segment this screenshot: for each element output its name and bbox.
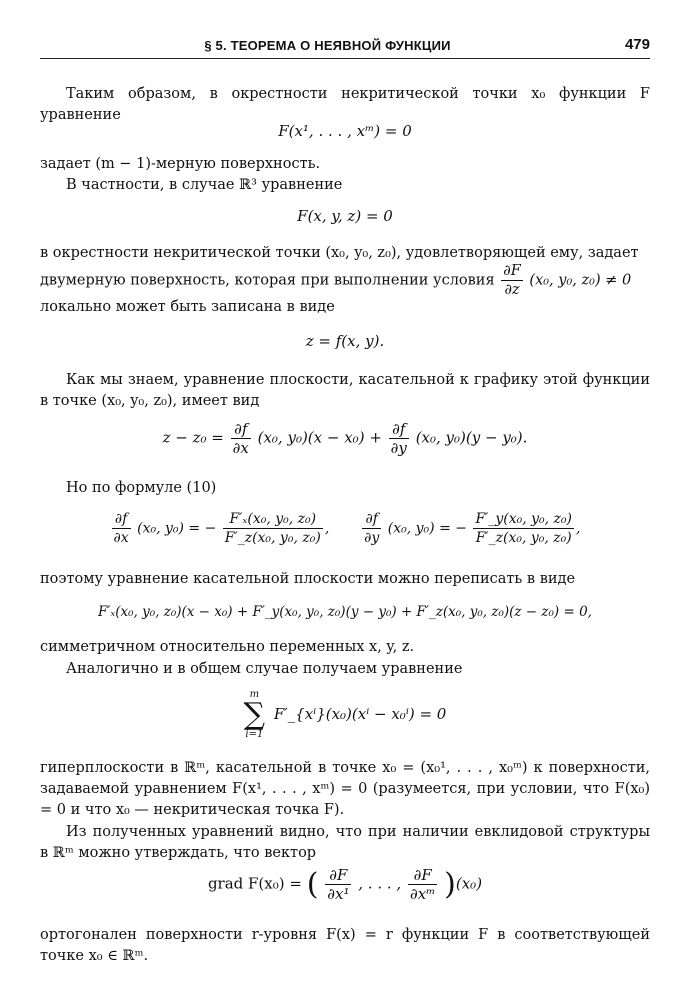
paragraph-8: симметричном относительно переменных x, y, z. [40,639,415,655]
paragraph-3: В частности, в случае ℝ³ уравнение [66,177,343,193]
formula-1: F(x¹, . . . , xᵐ) = 0 [278,122,412,140]
paragraph-7: поэтому уравнение касательной плоскости можно переписать в виде [40,571,576,587]
partial-fraction [501,262,523,299]
summation [244,690,265,740]
formula-5 [40,510,650,547]
paragraph-2: задает (m − 1)-мерную поверхность. [40,156,321,172]
formula-8 [40,866,650,903]
f8-den-2: ∂xᵐ [409,885,436,903]
paragraph-5: Как мы знаем, уравнение плоскости, касательной к графику этой функции в точке (x₀, y₀, z₀), имеет вид [40,372,650,409]
f5-num-2: F′ₓ(x₀, y₀, z₀) [223,510,323,529]
paragraph-12: ортогонален поверхности r-уровня F(x) = r функции F в соответствующей точке x₀ ∈ ℝᵐ. [40,927,650,964]
f8-open-paren: ( [306,867,319,902]
f8-frac-1 [325,866,351,903]
f5-den-2: F′_z(x₀, y₀, z₀) [224,530,321,546]
section-title: § 5. ТЕОРЕМА О НЕЯВНОЙ ФУНКЦИИ [204,38,451,53]
f5-num-3: ∂f [362,510,381,529]
paragraph-6: Но по формуле (10) [66,480,217,496]
f4-lhs: z − z₀ = [162,428,224,447]
f8-tail: (x₀) [455,874,483,893]
paragraph-10: гиперплоскости в ℝᵐ, касательной в точке x₀ = (x₀¹, . . . , x₀ᵐ) к поверхности, задаваемой уравнением F(x¹, . . . , xᵐ) = 0 (разумеется, при условии, что F(x₀) = 0 и что x₀ — некритическая точка F). [40,760,650,818]
f4-den-2: ∂y [390,439,407,457]
f8-num-2: ∂F [408,866,437,885]
f4-num-1: ∂f [231,420,251,439]
f5-frac-1 [112,510,131,547]
f5-num-4: F′_y(x₀, y₀, z₀) [475,511,572,527]
f4-mid: (x₀, y₀)(x − x₀) + [257,428,382,447]
f5-num-1: ∂f [112,510,131,529]
paragraph-4b [40,262,650,298]
page-number: 479 [624,36,650,53]
fraction-denominator: ∂z [504,282,520,298]
f8-den-1: ∂x¹ [327,885,350,903]
running-header [40,36,650,59]
f5-end: , [576,520,581,537]
f8-close-paren: ) [444,867,456,902]
f4-den-1: ∂x [232,439,249,457]
formula-7 [40,690,650,740]
f5-den-3: ∂y [364,530,380,546]
f5-frac-3 [362,510,381,547]
f8-num-1: ∂F [325,866,351,885]
paragraph-9: Аналогично и в общем случае получаем уравнение [66,661,463,677]
f4-frac-2 [389,420,409,457]
formula-4 [40,420,650,457]
formula-6: F′ₓ(x₀, y₀, z₀)(x − x₀) + F′_y(x₀, y₀, z₀)(y − y₀) + F′_z(x₀, y₀, z₀)(z − z₀) = 0, [98,604,592,620]
paragraph-1: Таким образом, в окрестности некритической точки x₀ функции F уравнение [40,86,650,123]
f4-num-2: ∂f [389,420,409,439]
f7-body: F′_{xⁱ}(x₀)(xⁱ − x₀ⁱ) = 0 [273,705,447,723]
formula-3: z = f(x, y). [305,332,385,350]
formula-2: F(x, y, z) = 0 [297,207,393,225]
f5-den-1: ∂x [113,530,129,546]
f8-frac-2 [408,866,437,903]
f4-tail: (x₀, y₀)(y − y₀). [415,428,528,447]
f5-den-4: F′_z(x₀, y₀, z₀) [475,530,572,546]
condition-tail: (x₀, y₀, z₀) ≠ 0 [529,272,632,289]
f5-sep: , [324,520,330,537]
f5-frac-4 [473,510,574,547]
sum-upper-limit: m [249,689,260,700]
f8-dots: , . . . , [358,874,402,893]
f8-lhs: grad F(x₀) = [207,874,302,893]
sum-sign: ∑ [243,697,266,732]
f5-a: (x₀, y₀) = − [137,520,217,537]
fraction-numerator: ∂F [503,263,521,279]
f4-frac-1 [231,420,251,457]
paragraph-4a: в окрестности некритической точки (x₀, y₀, z₀), удовлетворяющей ему, задает [40,245,639,261]
paragraph-4c: локально может быть записана в виде [40,299,335,315]
paragraph-4b-text: двумерную поверхность, которая при выполнении условия [40,272,495,289]
f5-frac-2 [223,510,323,547]
sum-lower-limit: i=1 [245,729,264,740]
f5-b: (x₀, y₀) = − [387,520,467,537]
paragraph-11: Из полученных уравнений видно, что при наличии евклидовой структуры в ℝᵐ можно утверждать, что вектор [40,824,650,861]
